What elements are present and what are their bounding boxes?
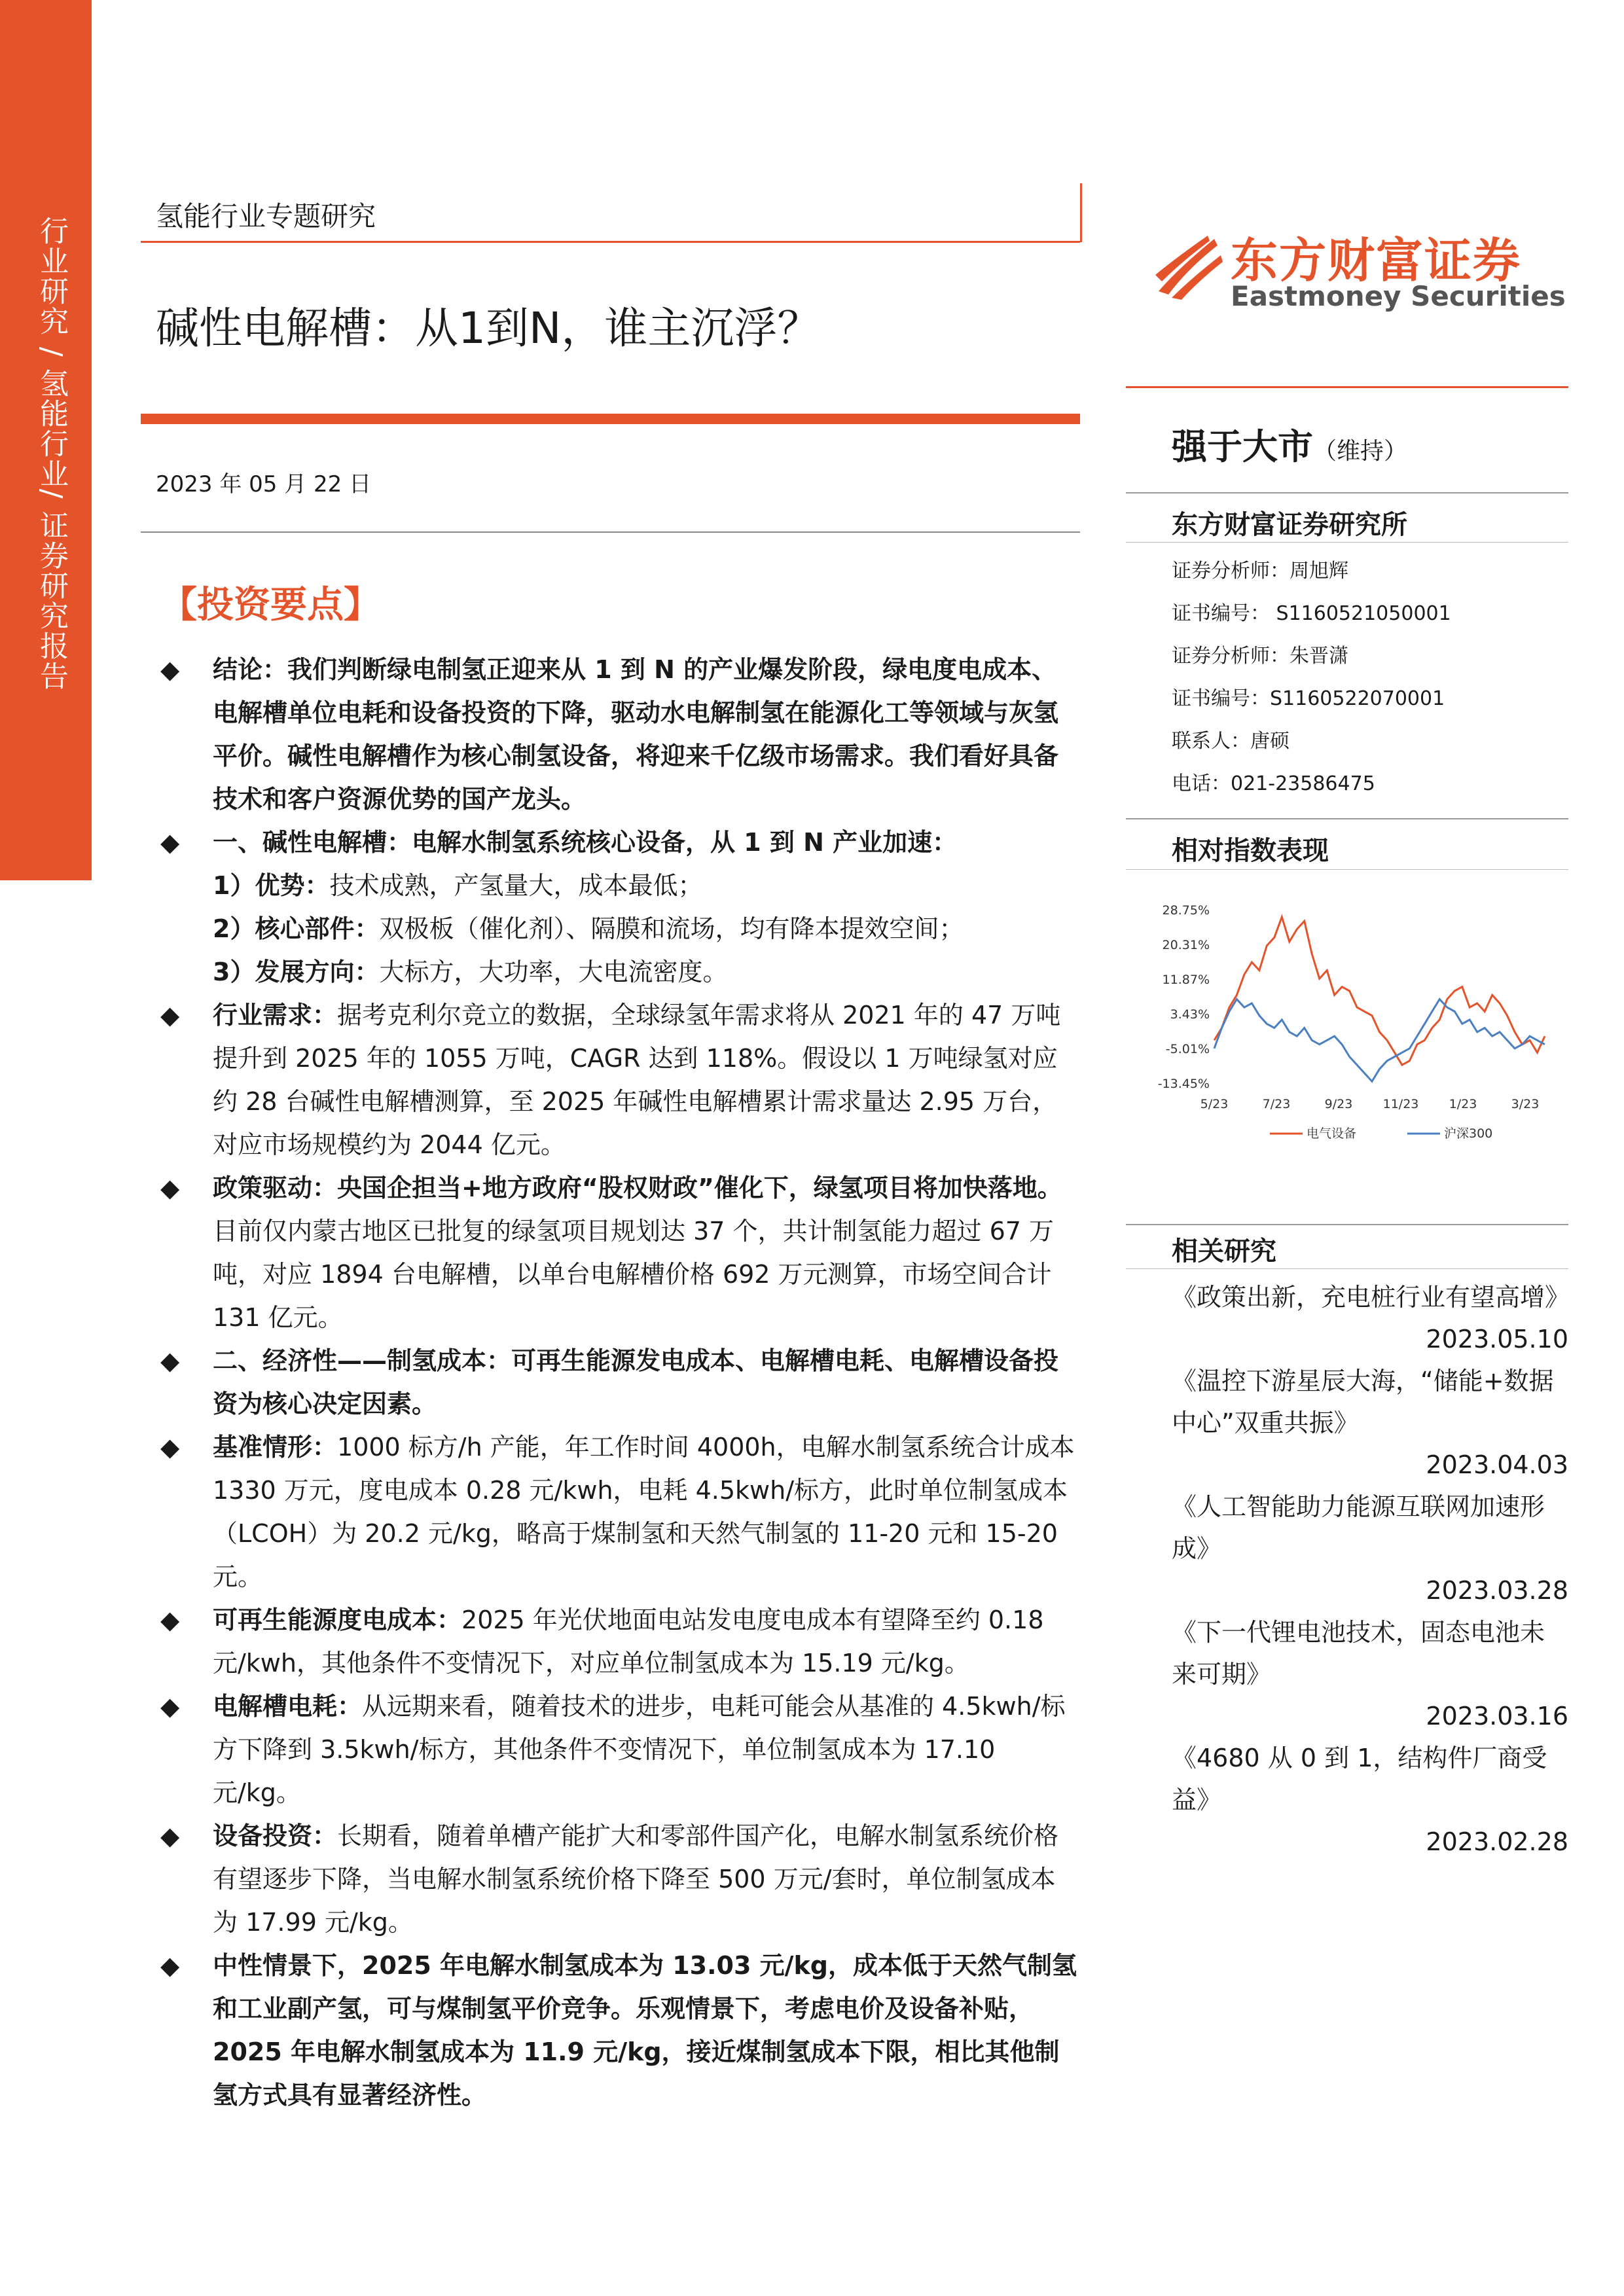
key-point-item — [160, 1814, 1080, 1944]
diamond-bullet-icon: ◆ — [160, 1001, 180, 1030]
key-point-lead: 可再生能源度电成本： — [213, 1605, 462, 1634]
rating-rule — [1126, 386, 1568, 388]
legend-label: 电气设备 — [1307, 1126, 1357, 1141]
related-report-title[interactable]: 《政策出新，充电桩行业有望高增》 — [1172, 1283, 1570, 1312]
key-point-item — [160, 1944, 1080, 2117]
key-point-body: 长期看，随着单槽产能扩大和零部件国产化，电解水制氢系统价格有望逐步下降，当电解水制氢系统价格下降至 500 万元/套时，单位制氢成本为 17.99 元/kg。 — [213, 1821, 1059, 1937]
key-point-lead: 设备投资： — [213, 1821, 338, 1850]
key-point-item — [160, 1426, 1080, 1598]
y-tick-label: -13.45% — [1157, 1077, 1210, 1091]
related-report-date: 2023.03.28 — [1426, 1576, 1568, 1605]
key-point-item — [160, 950, 1080, 994]
key-point-lead: 二、经济性——制氢成本：可再生能源发电成本、电解槽电耗、电解槽设备投资为核心决定因素。 — [213, 1346, 1059, 1418]
key-point-body: 从远期来看，随着技术的进步，电耗可能会从基准的 4.5kwh/标方下降到 3.5kwh/标方，其他条件不变情况下，单位制氢成本为 17.10 元/kg。 — [213, 1692, 1066, 1807]
page-title: 碱性电解槽：从1到N，谁主沉浮？ — [156, 303, 821, 353]
key-point-body: 2025 年光伏地面电站发电度电成本有望降至约 0.18 元/kwh，其他条件不变情况下，对应单位制氢成本为 15.19 元/kg。 — [213, 1605, 1044, 1677]
sidebar-label: 行业研究 / 氢能行业/ 证券研究报告 — [35, 216, 68, 691]
logo-en: Eastmoney Securities — [1231, 280, 1566, 312]
key-point-lead: 中性情景下，2025 年电解水制氢成本为 13.03 元/kg，成本低于天然气制氢和工业副产氢，可与煤制氢平价竞争。乐观情景下，考虑电价及设备补贴，2025 年电解水制氢成本为 11.9 元/kg，接近煤制氢成本下限，相比其他制氢方式具有显著经济性。 — [213, 1951, 1077, 2109]
logo-mark-icon — [1152, 229, 1224, 301]
rating — [1172, 419, 1407, 469]
related-report-date: 2023.02.28 — [1426, 1827, 1568, 1856]
y-tick-label: 11.87% — [1162, 973, 1210, 987]
index-rule-2 — [1126, 869, 1568, 870]
series-line — [1214, 999, 1545, 1082]
y-tick-label: 28.75% — [1162, 903, 1210, 918]
key-point-item — [160, 821, 1080, 864]
diamond-bullet-icon: ◆ — [160, 1821, 180, 1850]
related-report-title[interactable]: 《人工智能助力能源互联网加速形成》 — [1172, 1492, 1545, 1563]
institute: 东方财富证券研究所 — [1172, 510, 1407, 540]
x-tick-label: 7/23 — [1262, 1097, 1291, 1111]
key-point-body: 据考克利尔竞立的数据，全球绿氢年需求将从 2021 年的 47 万吨提升到 2025 年的 1055 万吨，CAGR 达到 118%。假设以 1 万吨绿氢对应约 28 台碱性电解槽测算，至 2025 年碱性电解槽累计需求量达 2.95 万台，对应市场规模约为 2044 亿元。 — [213, 1001, 1061, 1159]
series-line — [1214, 917, 1545, 1065]
key-point-lead: 基准情形： — [213, 1433, 338, 1462]
company-logo — [1152, 223, 1566, 321]
x-tick-label: 5/23 — [1200, 1097, 1229, 1111]
analyst-line: 证券分析师：周旭辉 — [1172, 560, 1348, 583]
inst-rule-2 — [1126, 542, 1568, 543]
key-point-item — [160, 994, 1080, 1166]
analyst-list — [1172, 550, 1451, 805]
key-point-item — [160, 1166, 1080, 1339]
key-point-lead: 3）发展方向： — [213, 958, 380, 986]
top-rule — [141, 241, 1080, 243]
related-rule — [1126, 1224, 1568, 1225]
key-point-item — [160, 907, 1080, 950]
rating-note: （维持） — [1313, 438, 1408, 465]
key-point-body: 1000 标方/h 产能，年工作时间 4000h，电解水制氢系统合计成本 1330 万元，度电成本 0.28 元/kwh，电耗 4.5kwh/标方，此时单位制氢成本（LCOH）为 20.2 元/kg，略高于煤制氢和天然气制氢的 11-20 元和 15-20 元。 — [213, 1433, 1075, 1591]
y-tick-label: -5.01% — [1165, 1042, 1210, 1056]
key-point-lead: 电解槽电耗： — [213, 1692, 363, 1721]
header-divider — [1080, 183, 1082, 242]
key-points-title: 【投资要点】 — [160, 584, 380, 626]
diamond-bullet-icon: ◆ — [160, 1692, 180, 1721]
diamond-bullet-icon: ◆ — [160, 1605, 180, 1634]
diamond-bullet-icon: ◆ — [160, 1433, 180, 1462]
x-tick-label: 11/23 — [1382, 1097, 1419, 1111]
key-points — [160, 648, 1080, 2117]
analyst-line: 联系人：唐硕 — [1172, 730, 1290, 753]
diamond-bullet-icon: ◆ — [160, 1951, 180, 1980]
related-report-title[interactable]: 《4680 从 0 到 1，结构件厂商受益》 — [1172, 1744, 1547, 1814]
related-report-title[interactable]: 《下一代锂电池技术，固态电池未来可期》 — [1172, 1618, 1545, 1689]
key-point-lead: 政策驱动：央国企担当+地方政府“股权财政”催化下，绿氢项目将加快落地。 — [213, 1174, 1062, 1202]
y-tick-label: 20.31% — [1162, 938, 1210, 952]
key-point-lead: 一、碱性电解槽：电解水制氢系统核心设备，从 1 到 N 产业加速： — [213, 828, 958, 857]
y-tick-label: 3.43% — [1170, 1007, 1210, 1022]
legend-label: 沪深300 — [1444, 1126, 1493, 1141]
key-point-item — [160, 864, 1080, 907]
x-tick-label: 1/23 — [1449, 1097, 1477, 1111]
related-report-title[interactable]: 《温控下游星辰大海，“储能+数据中心”双重共振》 — [1172, 1367, 1554, 1437]
report-series: 氢能行业专题研究 — [156, 200, 376, 232]
rating-label: 强于大市 — [1172, 426, 1313, 467]
key-point-body: 双极板（催化剂）、隔膜和流场，均有降本提效空间； — [379, 914, 964, 943]
related-report-date: 2023.04.03 — [1426, 1450, 1568, 1479]
index-rule — [1126, 818, 1568, 819]
logo-cn: 东方财富证券 — [1231, 233, 1522, 288]
related-title: 相关研究 — [1172, 1236, 1276, 1266]
related-rule-2 — [1126, 1268, 1568, 1269]
related-report-date: 2023.03.16 — [1426, 1702, 1568, 1731]
key-point-lead: 2）核心部件： — [213, 914, 380, 943]
key-point-lead: 1）优势： — [213, 871, 330, 900]
related-report-date: 2023.05.10 — [1426, 1325, 1568, 1354]
related-list — [1172, 1276, 1568, 1863]
analyst-line: 证书编号： S1160521050001 — [1172, 602, 1451, 625]
inst-rule — [1126, 492, 1568, 493]
key-point-item — [160, 1339, 1080, 1426]
diamond-bullet-icon: ◆ — [160, 655, 180, 684]
index-title: 相对指数表现 — [1172, 836, 1329, 866]
diamond-bullet-icon: ◆ — [160, 828, 180, 857]
key-point-lead: 结论：我们判断绿电制氢正迎来从 1 到 N 的产业爆发阶段，绿电度电成本、电解槽单位电耗和设备投资的下降，驱动水电解制氢在能源化工等领域与灰氢平价。碱性电解槽作为核心制氢设备，将迎来千亿级市场需求。我们看好具备技术和客户资源优势的国产龙头。 — [213, 655, 1059, 814]
key-point-item — [160, 648, 1080, 821]
key-point-body: 大标方，大功率，大电流密度。 — [379, 958, 728, 986]
diamond-bullet-icon: ◆ — [160, 1174, 180, 1202]
key-point-body: 目前仅内蒙古地区已批复的绿氢项目规划达 37 个，共计制氢能力超过 67 万吨，对应 1894 台电解槽，以单台电解槽价格 692 万元测算，市场空间合计 131 亿元。 — [213, 1217, 1055, 1332]
diamond-bullet-icon: ◆ — [160, 1346, 180, 1375]
report-date: 2023 年 05 月 22 日 — [156, 471, 372, 497]
key-point-item — [160, 1598, 1080, 1685]
date-rule — [141, 531, 1080, 533]
key-point-item — [160, 1685, 1080, 1814]
analyst-line: 证书编号：S1160522070001 — [1172, 687, 1445, 710]
key-point-lead: 行业需求： — [213, 1001, 338, 1030]
x-tick-label: 9/23 — [1324, 1097, 1353, 1111]
title-bar — [141, 414, 1080, 424]
analyst-line: 证券分析师：朱晋潇 — [1172, 645, 1348, 668]
relative-index-chart — [1152, 897, 1558, 1152]
x-tick-label: 3/23 — [1511, 1097, 1540, 1111]
sidebar — [0, 0, 92, 2296]
analyst-line: 电话：021-23586475 — [1172, 772, 1375, 795]
key-point-body: 技术成熟，产氢量大，成本最低； — [329, 871, 703, 900]
